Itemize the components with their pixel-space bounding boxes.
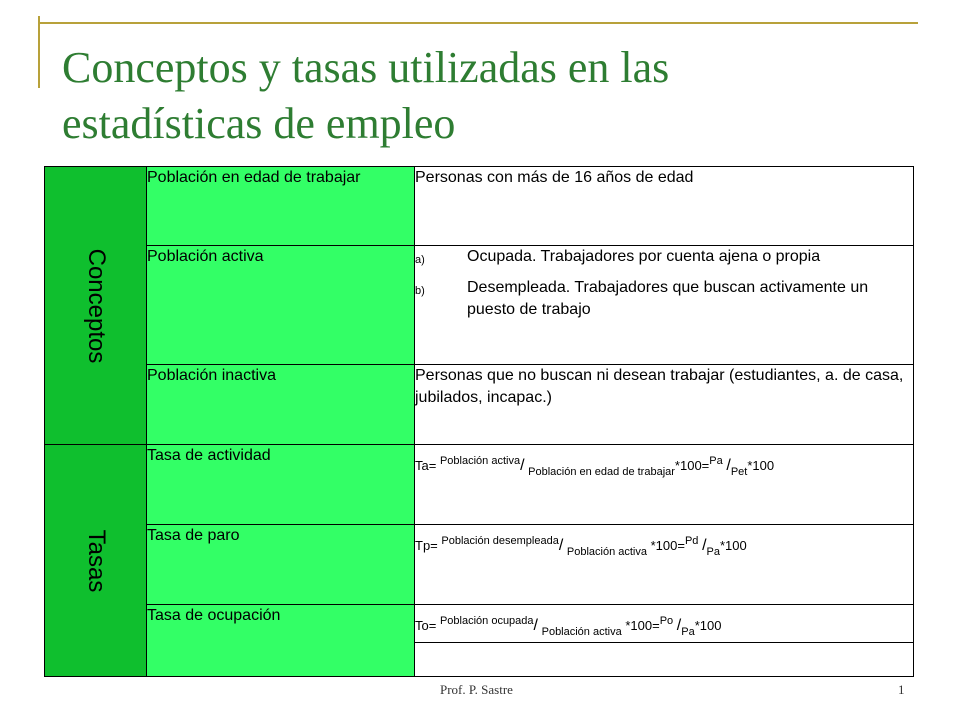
formula-lhs: To= bbox=[415, 618, 437, 633]
formula bbox=[415, 525, 913, 560]
formula-abbr-numerator: Pa bbox=[709, 455, 723, 467]
table-row bbox=[45, 605, 914, 643]
formula-abbr-numerator: Po bbox=[659, 615, 674, 627]
list-marker: a) bbox=[415, 254, 425, 266]
formula-cell bbox=[415, 525, 914, 605]
title-line-1: Conceptos y tasas utilizadas en las bbox=[62, 43, 670, 92]
top-accent-line bbox=[38, 22, 918, 24]
formula-slash: / bbox=[726, 457, 731, 474]
page-number: 1 bbox=[898, 682, 905, 697]
list-text: Ocupada. Trabajadores por cuenta ajena o propia bbox=[467, 248, 821, 265]
slide-title bbox=[62, 40, 922, 152]
list-item bbox=[415, 277, 913, 321]
formula-numerator: Población ocupada bbox=[439, 615, 534, 627]
slide-footer bbox=[0, 680, 960, 700]
row-description: Personas que no buscan ni desean trabajar (estudiantes, a. de casa, jubilados, incapac.) bbox=[415, 365, 914, 445]
formula bbox=[415, 605, 913, 640]
left-accent-line bbox=[38, 16, 40, 88]
formula-tail: *100 bbox=[719, 538, 747, 553]
conceptos-header: Conceptos bbox=[82, 248, 110, 363]
formula-tail: *100 bbox=[694, 618, 722, 633]
formula-slash: / bbox=[533, 617, 538, 634]
row-label: Población inactiva bbox=[147, 365, 415, 445]
formula-slash: / bbox=[520, 457, 525, 474]
formula-multiplier: *100= bbox=[650, 538, 685, 553]
formula-abbr-denominator: Pa bbox=[681, 626, 695, 638]
formula-abbr-denominator: Pet bbox=[730, 466, 748, 478]
formula-denominator: Población en edad de trabajar bbox=[528, 466, 675, 478]
table-row bbox=[45, 365, 914, 445]
table-row bbox=[45, 445, 914, 525]
formula bbox=[415, 445, 913, 480]
row-label: Tasa de ocupación bbox=[147, 605, 415, 677]
formula-cell bbox=[415, 605, 914, 643]
empty-cell bbox=[415, 643, 914, 677]
row-label: Tasa de actividad bbox=[147, 445, 415, 525]
row-label: Tasa de paro bbox=[147, 525, 415, 605]
formula-numerator: Población activa bbox=[439, 455, 521, 467]
formula-abbr-denominator: Pa bbox=[706, 546, 720, 558]
row-label: Población activa bbox=[147, 246, 415, 365]
list-item bbox=[415, 246, 913, 271]
options-list bbox=[415, 246, 913, 321]
formula-denominator: Población activa bbox=[566, 546, 647, 558]
list-marker: b) bbox=[415, 285, 425, 297]
table-row bbox=[45, 246, 914, 365]
formula-slash: / bbox=[558, 537, 564, 554]
footer-author: Prof. P. Sastre bbox=[440, 682, 513, 697]
conceptos-header-cell bbox=[45, 167, 147, 445]
title-line-2: estadísticas de empleo bbox=[62, 99, 456, 148]
row-label: Población en edad de trabajar bbox=[147, 167, 415, 246]
tasas-header-cell bbox=[45, 445, 147, 677]
formula-numerator: Población desempleada bbox=[441, 535, 559, 547]
formula-slash: / bbox=[702, 537, 707, 554]
formula-tail: *100 bbox=[747, 458, 775, 473]
list-text: Desempleada. Trabajadores que buscan activamente un puesto de trabajo bbox=[467, 279, 869, 318]
formula-denominator: Población activa bbox=[541, 626, 622, 638]
tasas-header: Tasas bbox=[82, 529, 110, 592]
row-description: Personas con más de 16 años de edad bbox=[415, 167, 914, 246]
formula-multiplier: *100= bbox=[625, 618, 660, 633]
formula-cell bbox=[415, 445, 914, 525]
table-row bbox=[45, 167, 914, 246]
formula-slash: / bbox=[676, 617, 682, 634]
formula-multiplier: *100= bbox=[674, 458, 710, 473]
formula-lhs: Tp= bbox=[415, 538, 438, 553]
row-description bbox=[415, 246, 914, 365]
formula-abbr-numerator: Pd bbox=[684, 535, 699, 547]
table-row bbox=[45, 525, 914, 605]
employment-concepts-table bbox=[44, 166, 914, 677]
formula-lhs: Ta= bbox=[415, 458, 437, 473]
